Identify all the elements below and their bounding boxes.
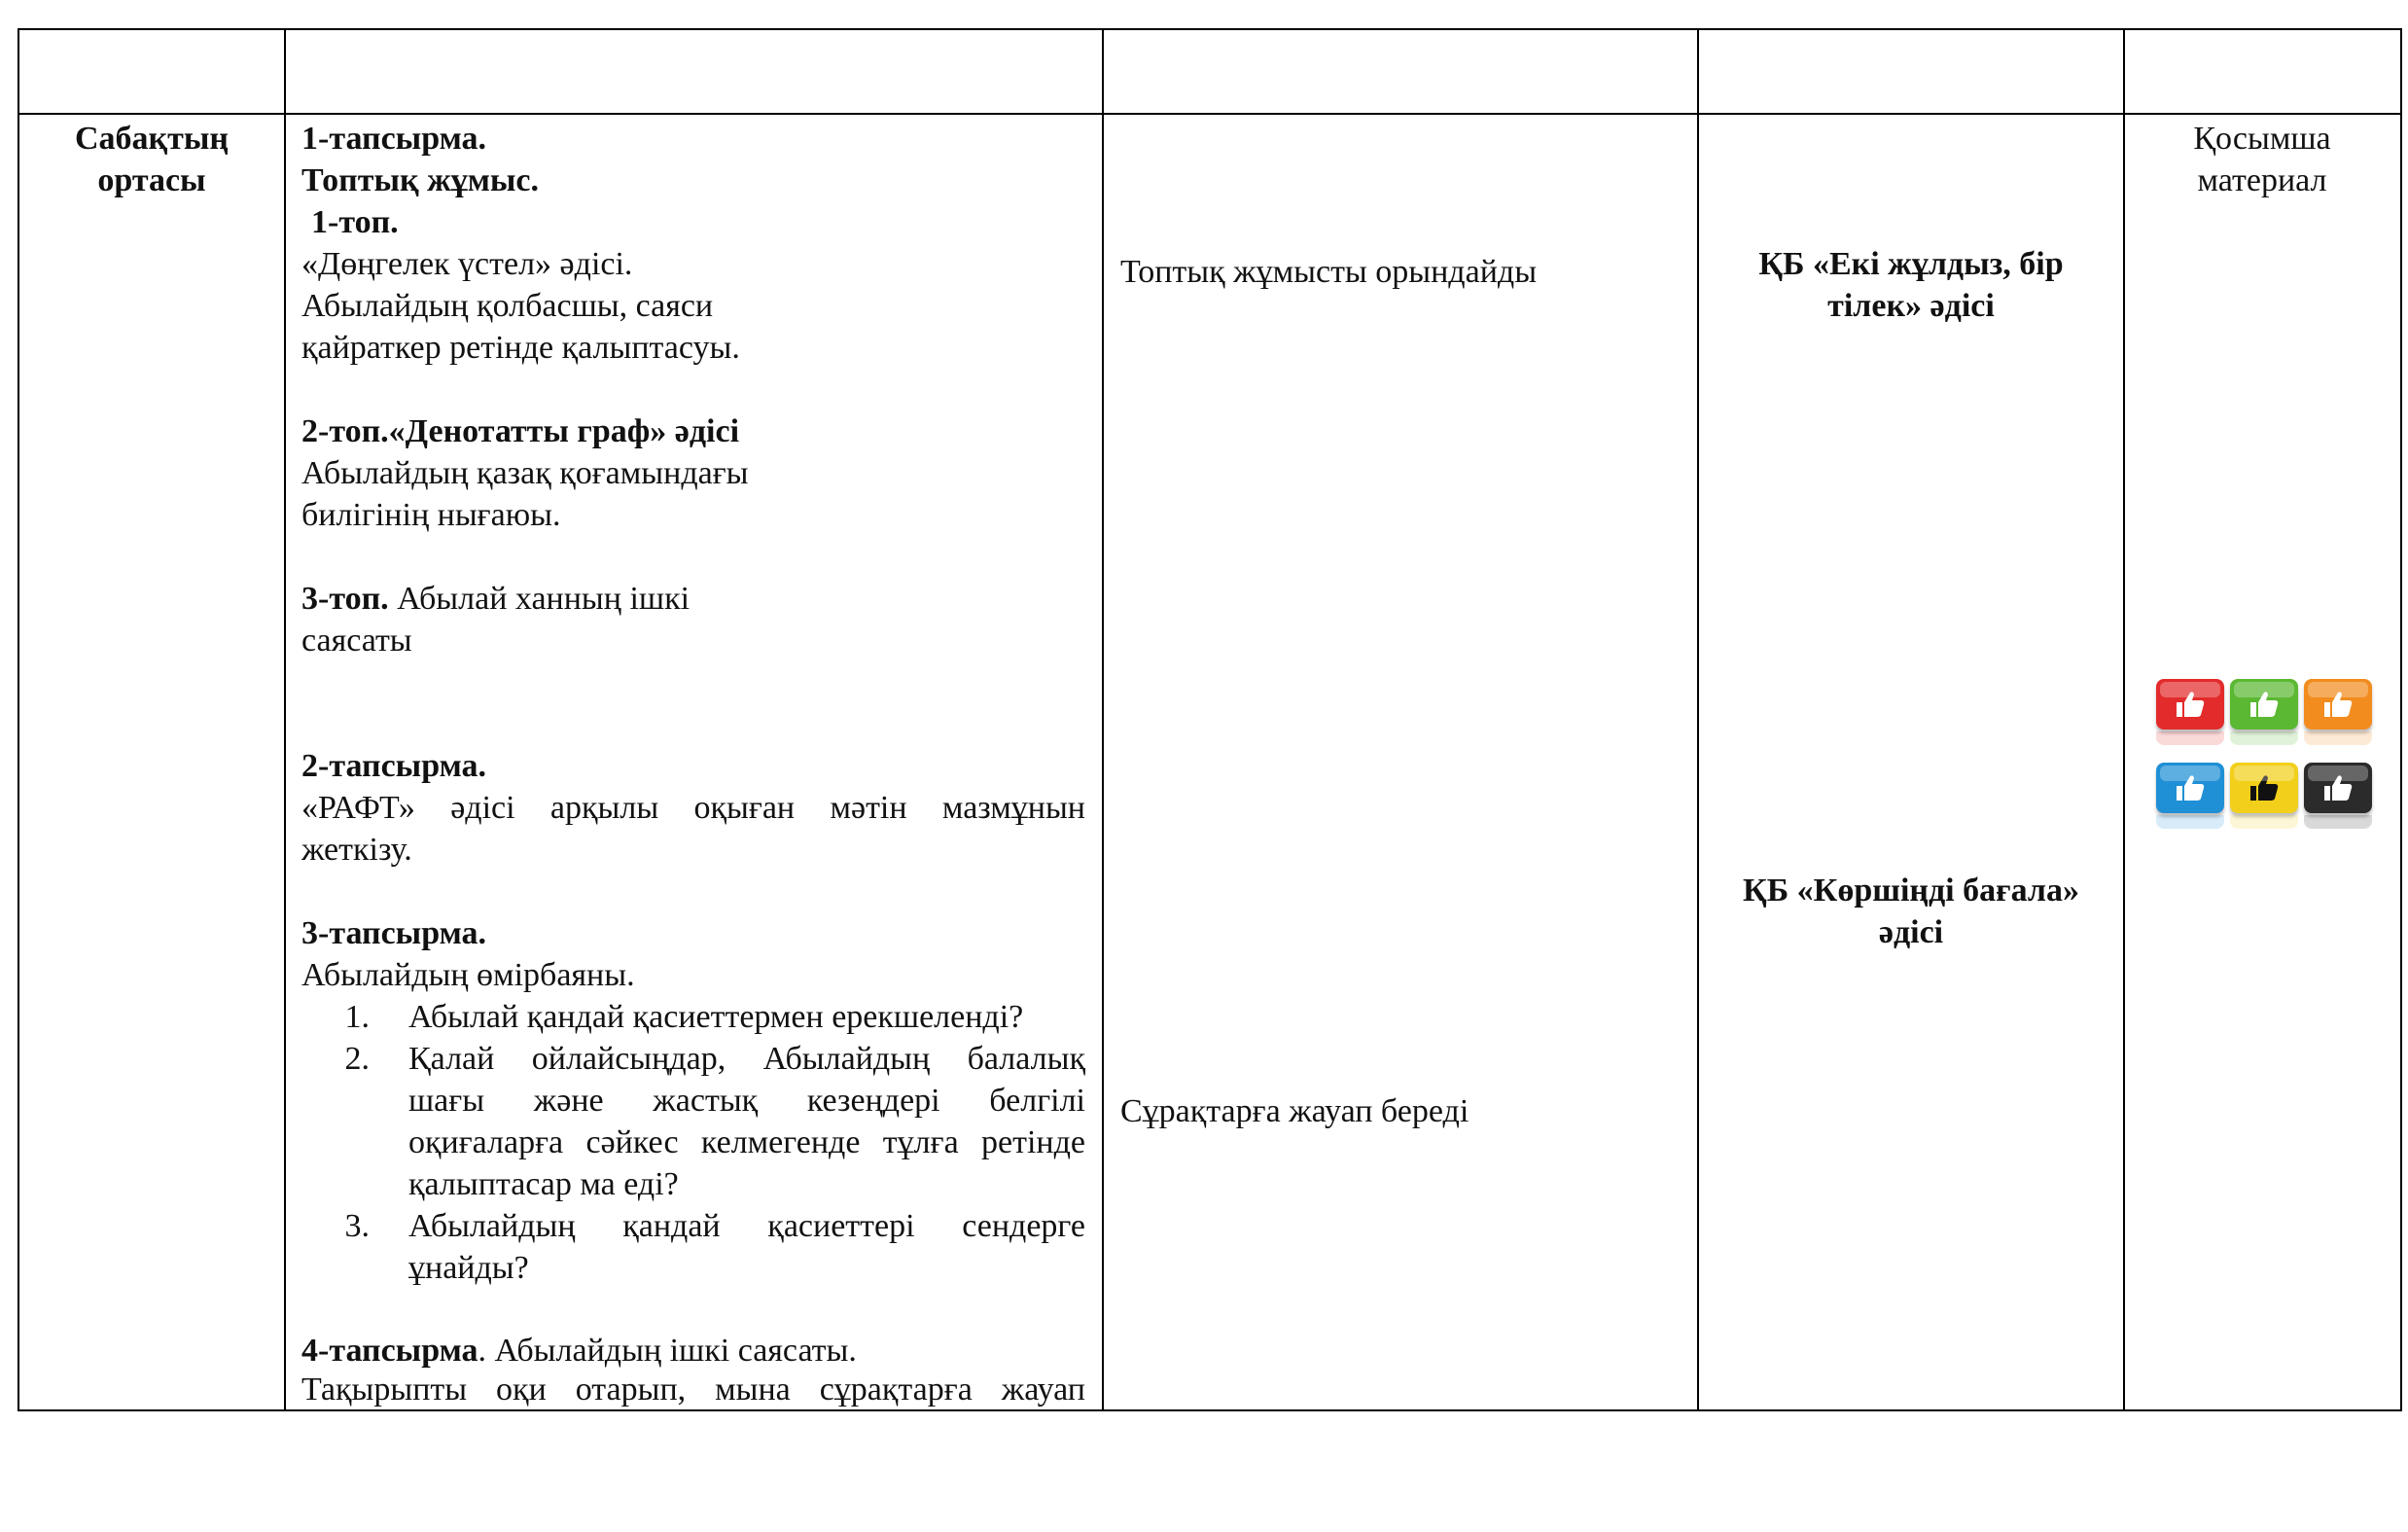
- task2-title: 2-тапсырма.: [301, 748, 487, 784]
- icon-reflection: [2304, 731, 2372, 745]
- thumbs-up-icon: [2230, 679, 2298, 730]
- question-text: шағы және жастық кезеңдері белгілі: [408, 1083, 1085, 1119]
- resources-label-line2: материал: [2197, 162, 2327, 198]
- column-divider-3: [1697, 28, 1699, 1411]
- task1-title: 1-тапсырма.: [301, 121, 487, 157]
- group1-method: «Дөңгелек үстел» әдісі.: [301, 246, 633, 282]
- group3-line1: [301, 578, 690, 620]
- column-divider-2: [1102, 28, 1104, 1411]
- question-number: 1.: [344, 999, 370, 1035]
- question-text: Абылайдың қандай қасиеттері сендерге: [408, 1208, 1085, 1244]
- task2-line2: жеткізу.: [301, 832, 412, 868]
- student-activity-2: Сұрақтарға жауап береді: [1120, 1093, 1470, 1129]
- group2-line2: билігінің нығаюы.: [301, 497, 561, 533]
- group3-text: Абылай ханның ішкі: [388, 581, 691, 617]
- table-bottom-border: [18, 1409, 2402, 1411]
- question-text: қалыптасар ма еді?: [408, 1166, 679, 1202]
- question-text: ұнайды?: [408, 1250, 529, 1286]
- icon-reflection: [2230, 815, 2298, 829]
- group1-label: 1-топ.: [311, 204, 399, 240]
- thumbs-up-icon: [2304, 679, 2372, 730]
- lesson-stage-cell: [21, 118, 282, 201]
- thumbs-up-icon: [2304, 763, 2372, 813]
- group1-line2: қайраткер ретінде қалыптасуы.: [301, 330, 740, 366]
- icon-reflection: [2304, 815, 2372, 829]
- thumbs-up-icon: [2156, 679, 2224, 730]
- table-top-border: [18, 28, 2402, 30]
- thumbs-up-icon: [2156, 763, 2224, 813]
- assessment-method-2: [1702, 870, 2120, 953]
- assessment-1-line1: ҚБ «Екі жұлдыз, бір: [1758, 246, 2064, 282]
- task3-title: 3-тапсырма.: [301, 915, 487, 951]
- resources-header: [2127, 118, 2397, 201]
- table-right-border: [2400, 28, 2402, 1411]
- task2-line1: «РАФТ» әдісі арқылы оқыған мәтін мазмұнын: [301, 790, 1085, 826]
- resources-label-line1: Қосымша: [2193, 121, 2331, 157]
- group3-line2: саясаты: [301, 623, 412, 659]
- group2-line1: Абылайдың қазақ қоғамындағы: [301, 455, 749, 491]
- stage-label-line1: Сабақтың: [75, 121, 229, 157]
- group1-line1: Абылайдың қолбасшы, саяси: [301, 288, 714, 324]
- group3-label: 3-топ.: [301, 581, 389, 617]
- question-text: оқиғаларға сәйкес келмегенде тұлға ретінде: [408, 1124, 1085, 1160]
- header-row-border: [18, 113, 2402, 115]
- task4-title: 4-тапсырма: [301, 1333, 478, 1369]
- icon-reflection: [2230, 731, 2298, 745]
- question-number: 2.: [344, 1041, 370, 1077]
- assessment-2-line1: ҚБ «Көршіңді бағала»: [1743, 873, 2079, 909]
- question-list: [301, 996, 1085, 1289]
- question-text: Қалай ойлайсыңдар, Абылайдың балалық: [408, 1041, 1085, 1077]
- column-divider-1: [284, 28, 286, 1411]
- question-text: Абылай қандай қасиеттермен ерекшеленді?: [408, 999, 1024, 1035]
- task4-line2: Тақырыпты оқи отарып, мына сұрақтарға жауап: [301, 1372, 1085, 1407]
- icon-reflection: [2156, 815, 2224, 829]
- stage-label-line2: ортасы: [97, 162, 206, 198]
- assessment-1-line2: тілек» әдісі: [1827, 288, 1995, 324]
- assessment-method-1: [1702, 243, 2120, 327]
- student-activity-1: Топтық жұмысты орындайды: [1120, 254, 1538, 290]
- group2-label: 2-топ.«Денотатты граф» әдісі: [301, 413, 740, 449]
- table-left-border: [18, 28, 19, 1411]
- assessment-2-line2: әдісі: [1878, 914, 1944, 950]
- thumbs-up-icon: [2230, 763, 2298, 813]
- column-divider-4: [2123, 28, 2125, 1411]
- task3-intro: Абылайдың өмірбаяны.: [301, 957, 635, 993]
- group-work-title: Топтық жұмыс.: [301, 162, 540, 198]
- question-number: 3.: [344, 1208, 370, 1244]
- icon-reflection: [2156, 731, 2224, 745]
- task4-text: . Абылайдың ішкі саясаты.: [478, 1333, 857, 1369]
- task4-line1: [301, 1330, 857, 1372]
